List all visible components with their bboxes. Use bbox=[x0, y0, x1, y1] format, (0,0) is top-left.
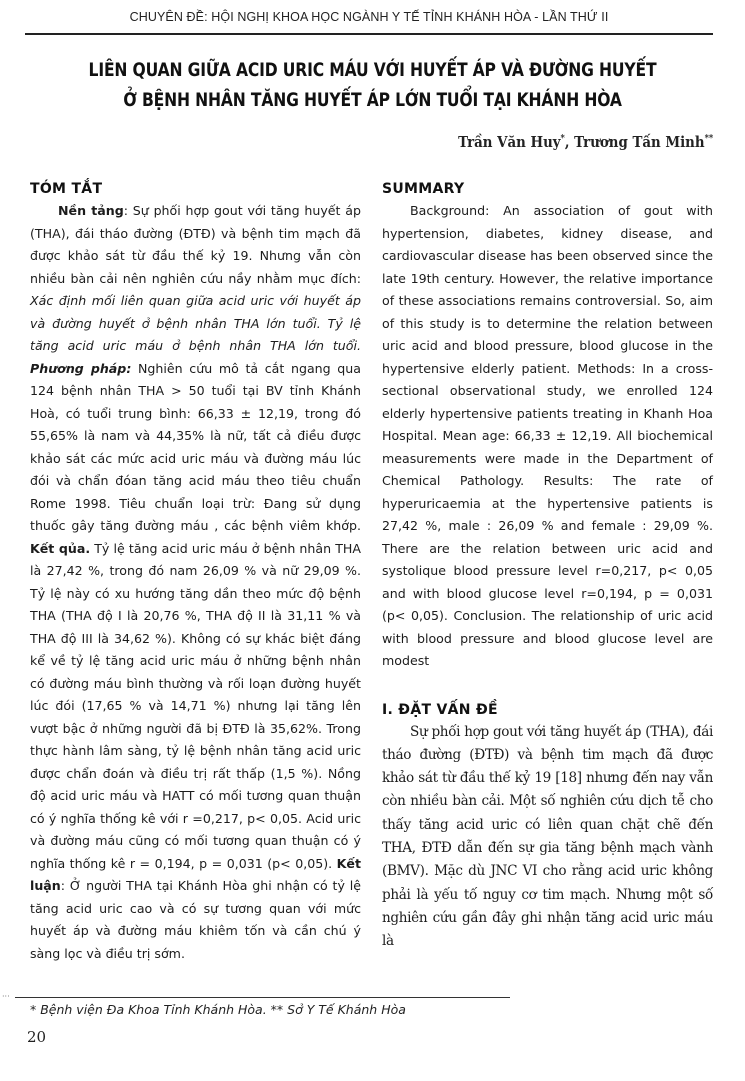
methods-label: Phương pháp: bbox=[30, 360, 132, 376]
author-name: Trương Tấn Minh bbox=[573, 134, 705, 151]
article-title bbox=[67, 55, 678, 115]
title-line-1: LIÊN QUAN GIỮA ACID URIC MÁU VỚI HUYẾT ÁP VÀ ĐƯỜNG HUYẾT bbox=[88, 59, 657, 81]
author-affiliation-mark: * bbox=[560, 134, 565, 144]
results-text: Tỷ lệ tăng acid uric máu ở bệnh nhân THA là 27,42 %, trong đó nam 26,09 % và nữ 29,09 %. Tỷ lệ này có xu hướng tăng dần theo mức độ bệnh THA (THA độ I là 20,76 %, THA độ II là 31,11 % và THA độ III là 34,62 %). Không có sự khác biệt đáng kể về tỷ lệ tăng acid uric máu ở những bệnh nhân có đường máu bình thường và rối loạn đường huyết lúc đói (17,65 % và 14,71 %) nhưng lại tăng lên vượt bậc ở những người đã bị ĐTĐ là 35,62%. Trong thực hành lâm sàng, tỷ lệ bệnh nhân tăng acid uric được chẩn đoán và điều trị rất thấp (1,5 %). Nồng độ acid uric máu và HATT có mối tương quan thuận có ý nghĩa thống kê với r =0,217, p< 0,05. Acid uric và đường máu cũng có mối tương quan thuận có ý nghĩa thống kê r = 0,194, p = 0,031 (p< 0,05). bbox=[30, 540, 362, 871]
author-name: Trần Văn Huy bbox=[457, 134, 561, 151]
footnote-dots: ··· bbox=[2, 992, 10, 1001]
affiliation-footnote: * Bệnh viện Đa Khoa Tỉnh Khánh Hòa. ** Sở Y Tế Khánh Hòa bbox=[30, 1002, 406, 1017]
header-rule bbox=[25, 33, 713, 35]
footnote-rule bbox=[15, 997, 510, 998]
introduction-body: Sự phối hợp gout với tăng huyết áp (THA), đái tháo đường (ĐTĐ) và bệnh tim mạch đã được khảo sát từ đầu thế kỷ 19 [18] nhưng đến nay vẫn còn nhiều bàn cải. Một số nghiên cứu dịch tễ cho thấy tăng acid uric có liên quan chặt chẽ đến THA, ĐTĐ dẫn đến sự gia tăng bệnh mạch vành (BMV). Mặc dù JNC VI cho rằng acid uric không phải là yếu tố nguy cơ tim mạch. Nhưng một số nghiên cứu gần đây ghi nhận tăng acid uric máu là bbox=[382, 723, 713, 950]
abstract-en-body: Background: An association of gout with hypertension, diabetes, kidney disease, and cardiovascular disease has been observed since the late 19th century. However, the relative importance of these associations remains controversial. So, aim of this study is to determine the relation between uric acid and blood pressure, blood glucose in the hypertensive elderly patient. Methods: In a cross-sectional observational study, we enrolled 124 elderly hypertensive patients treating in Khanh Hoa Hospital. Mean age: 66,33 ± 12,19. All biochemical measurements were made in the Department of Chemical Pathology. Results: The rate of hyperuricaemia at the hypertensive patients is 27,42 %, male : 26,09 % and female : 29,09 %. There are the relation between uric acid and systolique blood pressure level r=0,217, p< 0,05 and with blood glucose level r=0,194, p = 0,031 (p< 0,05). Conclusion. The relationship of uric acid with blood pressure and blood glucose level are modest bbox=[382, 203, 713, 668]
introduction-heading: I. ĐẶT VẤN ĐỀ bbox=[382, 701, 498, 718]
left-column bbox=[30, 178, 361, 965]
author-list bbox=[458, 134, 713, 151]
methods-text: Nghiên cứu mô tả cắt ngang qua 124 bệnh nhân THA > 50 tuổi tại BV tỉnh Khánh Hoà, có tuổi trung bình: 66,33 ± 12,19, trong đó 55,65% là nam và 44,35% là nữ, tất cả điều được khảo sát các mức acid uric máu và đường máu lúc đói và chẩn đóan tăng acid máu theo tiêu chuẩn Rome 1998. Tiêu chuẩn loại trừ: Đang sử dụng thuốc gây tăng đường máu , các bệnh viêm khớp. bbox=[30, 360, 361, 533]
author-separator: , bbox=[564, 134, 574, 151]
conclusion-label: Kết luận bbox=[30, 855, 361, 893]
conclusion-text: : Ở người THA tại Khánh Hòa ghi nhận có tỷ lệ tăng acid uric cao và có sự tương quan với mức huyết áp và đường máu khiêm tốn và cần chú ý sàng lọc và điều trị sớm. bbox=[30, 878, 361, 961]
running-head: CHUYÊN ĐỀ: HỘI NGHỊ KHOA HỌC NGÀNH Y TẾ TỈNH KHÁNH HÒA - LẦN THỨ II bbox=[129, 10, 609, 24]
author-affiliation-mark: ** bbox=[704, 134, 713, 144]
background-label: Nền tảng bbox=[58, 203, 124, 218]
title-line-2: Ở BỆNH NHÂN TĂNG HUYẾT ÁP LỚN TUỔI TẠI KHÁNH HÒA bbox=[123, 89, 622, 111]
page-number: 20 bbox=[27, 1028, 47, 1046]
abstract-vi-heading: TÓM TẮT bbox=[30, 181, 103, 197]
background-text: : Sự phối hợp gout với tăng huyết áp (THA), đái tháo đường (ĐTĐ) và bệnh tim mạch đã được khảo sát từ đầu thế kỷ 19. Nhưng vẫn còn nhiều bàn cải nên nghiên cứu nầy nhằm mục đích: bbox=[30, 203, 361, 286]
right-column bbox=[382, 178, 713, 953]
abstract-vi-body bbox=[30, 200, 361, 965]
results-label: Kết qủa. bbox=[30, 540, 91, 556]
abstract-en-heading: SUMMARY bbox=[382, 181, 465, 197]
aim-text: Xác định mối liên quan giữa acid uric với huyết áp và đường huyết ở bệnh nhân THA lớn tuổi. Tỷ lệ tăng acid uric máu ở bệnh nhân THA lớn tuổi. bbox=[30, 293, 361, 353]
